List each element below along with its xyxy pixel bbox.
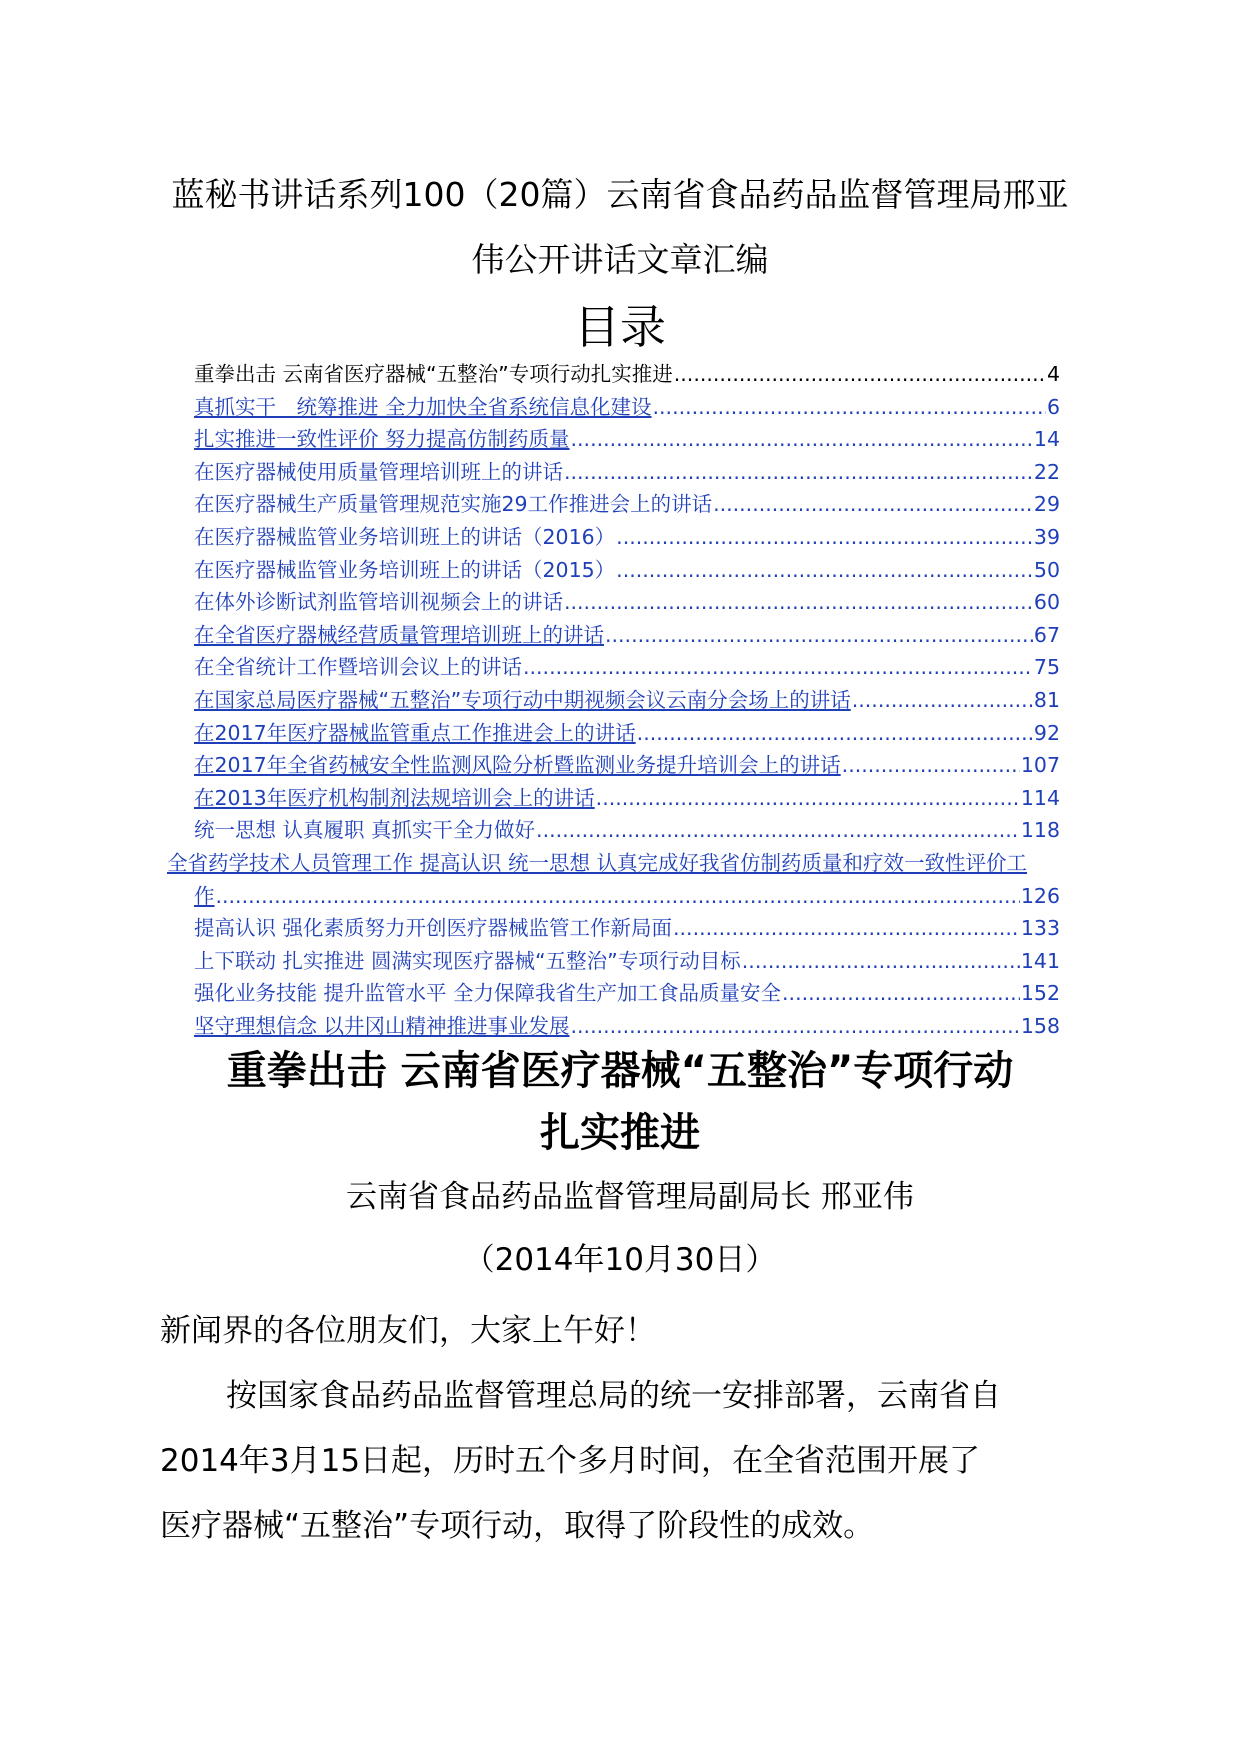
toc-entry-title[interactable]: 真抓实干 统筹推进 全力加快全省系统信息化建设 (194, 394, 652, 419)
toc-entry[interactable] (194, 586, 1060, 619)
toc-entry-title[interactable]: 在2013年医疗机构制剂法规培训会上的讲话 (194, 785, 595, 810)
toc-entry-title[interactable]: 在2017年医疗器械监管重点工作推进会上的讲话 (194, 720, 636, 745)
toc-entry-page: 133 (1020, 916, 1060, 941)
toc-entry[interactable] (194, 391, 1060, 424)
toc-entry-title[interactable]: 扎实推进一致性评价 努力提高仿制药质量 (194, 427, 570, 452)
article-title-line1: 重拳出击 云南省医疗器械“五整治”专项行动 (226, 1048, 1014, 1094)
toc-leader-dots (842, 749, 1020, 782)
toc-entry-page: 126 (1020, 883, 1060, 908)
toc-entry[interactable] (194, 749, 1060, 782)
toc-entry[interactable] (194, 358, 1060, 391)
toc-entry-title[interactable]: 在医疗器械监管业务培训班上的讲话（2015） (194, 557, 616, 582)
toc-entry[interactable] (194, 684, 1060, 717)
toc-leader-dots (616, 521, 1033, 554)
toc-leader-dots (605, 619, 1033, 652)
toc-entry-page: 158 (1020, 1013, 1060, 1038)
toc-entry[interactable] (194, 651, 1060, 684)
toc-entry-page: 75 (1033, 655, 1060, 680)
toc-entry[interactable] (194, 521, 1060, 554)
toc-entry-title[interactable]: 上下联动 扎实推进 圆满实现医疗器械“五整治”专项行动目标 (194, 948, 741, 973)
toc-leader-dots (216, 880, 1020, 913)
document-title-line2: 伟公开讲话文章汇编 (471, 240, 769, 279)
toc-heading: 目录 (574, 300, 666, 354)
toc-leader-dots (713, 488, 1033, 521)
article-greeting: 新闻界的各位朋友们，大家上午好！ (160, 1313, 656, 1349)
toc-entry-title[interactable]: 提高认识 强化素质努力开创医疗器械监管工作新局面 (194, 916, 673, 941)
toc-entry-title[interactable]: 在国家总局医疗器械“五整治”专项行动中期视频会议云南分会场上的讲话 (194, 687, 851, 712)
toc-entry-title[interactable]: 在2017年全省药械安全性监测风险分析暨监测业务提升培训会上的讲话 (194, 753, 841, 778)
toc-entry-page: 114 (1020, 785, 1060, 810)
toc-leader-dots (673, 912, 1020, 945)
toc-entry[interactable] (194, 717, 1060, 750)
toc-entry-page: 152 (1020, 981, 1060, 1006)
toc-leader-dots (653, 391, 1046, 424)
toc-leader-dots (742, 945, 1020, 978)
toc-entry-page: 14 (1033, 427, 1060, 452)
toc-entry-title-line1[interactable]: 全省药学技术人员管理工作 提高认识 统一思想 认真完成好我省仿制药质量和疗效一致性评价工 (167, 850, 1028, 875)
toc-leader-dots (852, 684, 1033, 717)
toc-entry-title[interactable]: 强化业务技能 提升监管水平 全力保障我省生产加工食品质量安全 (194, 981, 782, 1006)
toc-leader-dots (536, 814, 1020, 847)
article-body-line: 医疗器械“五整治”专项行动，取得了阶段性的成效。 (160, 1508, 875, 1544)
toc-entry[interactable] (194, 619, 1060, 652)
article-date: （2014年10月30日） (463, 1242, 777, 1278)
toc-entry-title[interactable]: 在体外诊断试剂监管培训视频会上的讲话 (194, 590, 563, 615)
toc-entry-page: 107 (1020, 753, 1060, 778)
toc-leader-dots (637, 717, 1033, 750)
toc-leader-dots (564, 456, 1033, 489)
toc-entry-title[interactable]: 在医疗器械监管业务培训班上的讲话（2016） (194, 524, 616, 549)
toc-leader-dots (596, 782, 1020, 815)
article-body-line: 2014年3月15日起，历时五个多月时间，在全省范围开展了 (160, 1443, 981, 1479)
toc-entry[interactable] (194, 782, 1060, 815)
article-title-line2: 扎实推进 (540, 1110, 700, 1156)
toc-entry-title[interactable]: 重拳出击 云南省医疗器械“五整治”专项行动扎实推进 (194, 362, 673, 386)
toc-entry-page: 4 (1046, 362, 1060, 386)
toc-entry-page: 92 (1033, 720, 1060, 745)
toc-entry[interactable] (194, 945, 1060, 978)
toc-entry[interactable] (194, 456, 1060, 489)
toc-entry-title[interactable]: 统一思想 认真履职 真抓实干全力做好 (194, 818, 536, 843)
toc-entry[interactable] (194, 977, 1060, 1010)
toc-entry-page: 81 (1033, 687, 1060, 712)
toc-entry-page: 39 (1033, 524, 1060, 549)
toc-entry-page: 6 (1046, 394, 1060, 419)
article-body-line: 按国家食品药品监督管理总局的统一安排部署，云南省自 (226, 1378, 1001, 1414)
toc-leader-dots (564, 586, 1033, 619)
toc-entry-title[interactable]: 在医疗器械使用质量管理培训班上的讲话 (194, 459, 563, 484)
article-author: 云南省食品药品监督管理局副局长 邢亚伟 (346, 1179, 914, 1215)
toc-entry[interactable] (194, 1010, 1060, 1043)
table-of-contents (167, 358, 1060, 1042)
toc-entry[interactable] (194, 554, 1060, 587)
toc-leader-dots (616, 554, 1033, 587)
toc-entry-page: 118 (1020, 818, 1060, 843)
toc-entry[interactable] (194, 880, 1060, 913)
toc-entry-page: 50 (1033, 557, 1060, 582)
toc-entry[interactable] (194, 814, 1060, 847)
toc-entry[interactable] (194, 488, 1060, 521)
toc-leader-dots (674, 358, 1046, 391)
toc-entry-title[interactable]: 在医疗器械生产质量管理规范实施29工作推进会上的讲话 (194, 492, 713, 517)
toc-entry-page: 22 (1033, 459, 1060, 484)
toc-leader-dots (571, 1010, 1020, 1043)
toc-entry-page: 141 (1020, 948, 1060, 973)
toc-entry[interactable] (194, 912, 1060, 945)
toc-entry[interactable] (194, 423, 1060, 456)
toc-entry-page: 60 (1033, 590, 1060, 615)
toc-entry-title[interactable]: 坚守理想信念 以井冈山精神推进事业发展 (194, 1013, 570, 1038)
toc-leader-dots (571, 423, 1033, 456)
toc-entry-page: 67 (1033, 622, 1060, 647)
toc-leader-dots (523, 651, 1033, 684)
toc-entry-title[interactable]: 在全省统计工作暨培训会议上的讲话 (194, 655, 522, 680)
document-title-line1: 蓝秘书讲话系列100（20篇）云南省食品药品监督管理局邢亚 (171, 175, 1069, 214)
toc-entry-page: 29 (1033, 492, 1060, 517)
toc-entry-title-line2[interactable]: 作 (194, 883, 215, 908)
toc-entry-title[interactable]: 在全省医疗器械经营质量管理培训班上的讲话 (194, 622, 604, 647)
toc-leader-dots (782, 977, 1020, 1010)
